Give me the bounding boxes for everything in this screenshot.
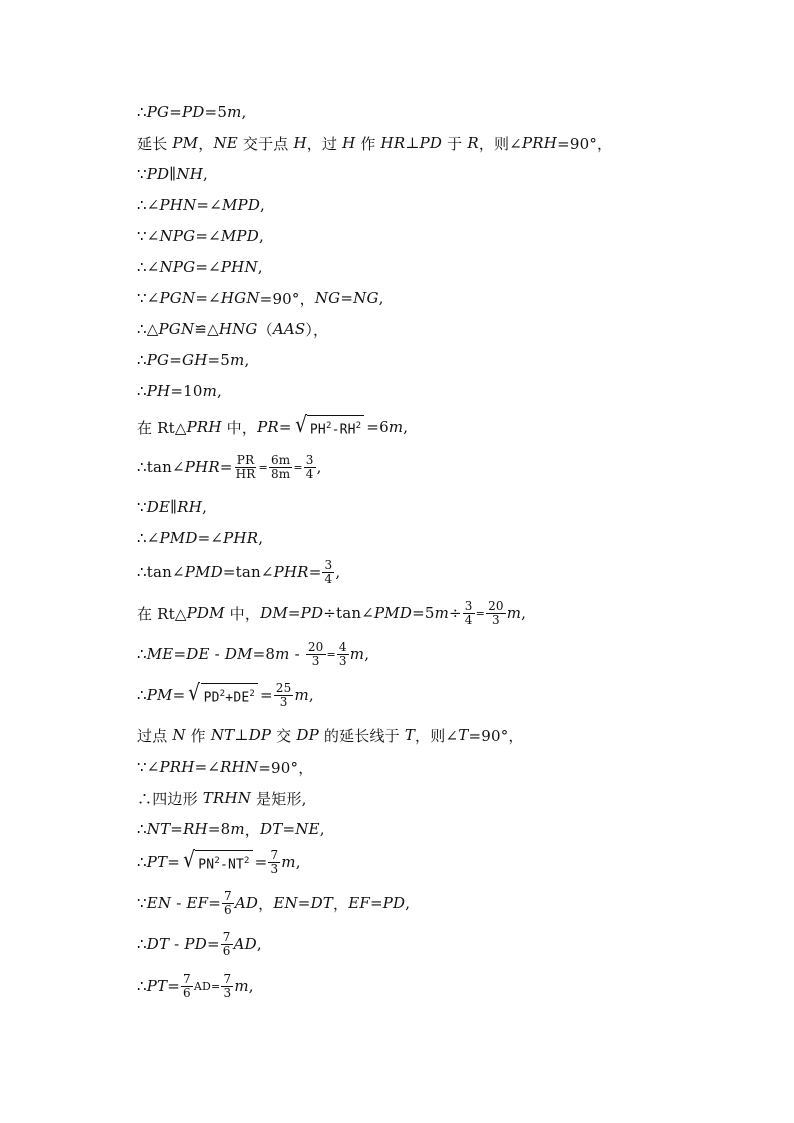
text-run: 中，	[224, 604, 261, 623]
math-variable: PMD	[159, 529, 198, 547]
text-run: ,	[203, 165, 208, 183]
text-run: ∵	[137, 165, 147, 183]
math-variable: NG	[353, 289, 379, 307]
text-run: =90°，	[258, 758, 314, 777]
solution-line	[137, 377, 222, 405]
math-variable: EN	[146, 894, 172, 912]
fraction	[234, 454, 258, 480]
math-variable: m	[434, 604, 450, 622]
text-run: ∴	[137, 103, 147, 121]
solution-line	[137, 129, 612, 157]
text-run: ，	[258, 894, 274, 913]
text-run: ，	[333, 894, 349, 913]
text-run: =∠	[195, 289, 221, 307]
fraction-numerator: 3	[305, 452, 314, 467]
math-variable: DP	[248, 726, 272, 744]
solution-line	[137, 413, 408, 441]
text-run: ，过	[306, 134, 343, 153]
math-variable: m	[230, 820, 245, 838]
math-variable: m	[230, 351, 245, 369]
math-variable: PH	[146, 382, 171, 400]
fraction	[322, 559, 334, 585]
solution-line	[137, 453, 322, 481]
math-variable: AD	[233, 935, 257, 953]
text-run: 在 Rt△	[137, 604, 187, 623]
text-run: 过点	[137, 726, 173, 745]
text-run: =	[254, 853, 268, 871]
math-variable: m	[275, 645, 290, 663]
math-variable: DT	[310, 894, 334, 912]
radical-sign: √	[183, 847, 196, 873]
math-variable: H	[293, 134, 307, 152]
text-run: =	[169, 103, 183, 121]
solution-line	[137, 558, 340, 586]
fraction-denominator: 6	[222, 943, 231, 958]
text-run: =	[326, 647, 336, 661]
text-run: ,	[258, 529, 264, 547]
text-run: ,	[308, 686, 314, 704]
fraction-denominator: 6	[224, 902, 232, 917]
math-variable: ME	[146, 645, 174, 663]
fraction	[268, 849, 280, 875]
math-variable: PM	[172, 134, 199, 152]
math-variable: PHN	[220, 258, 258, 276]
solution-line	[137, 972, 254, 1000]
square-root	[182, 847, 253, 874]
fraction	[222, 890, 234, 916]
fraction-denominator: 6	[183, 985, 191, 1000]
math-variable: PGN	[158, 320, 195, 338]
math-variable: MPD	[221, 196, 261, 214]
text-run: =	[258, 460, 268, 474]
text-run: ÷tan∠	[323, 604, 374, 622]
text-run: ∴∠	[137, 529, 160, 547]
text-run: =	[369, 894, 383, 912]
text-run: ∴∠	[137, 196, 160, 214]
text-run: =	[208, 894, 221, 912]
solution-line	[137, 524, 263, 552]
fraction	[486, 600, 506, 626]
math-variable: PT	[146, 977, 168, 995]
radicand-term: +DE	[225, 690, 250, 706]
text-run: ∴	[137, 382, 147, 400]
solution-line	[137, 284, 384, 312]
math-variable: RH	[177, 498, 203, 516]
fraction	[221, 973, 233, 999]
math-variable: NG	[314, 289, 341, 307]
math-variable: R	[467, 134, 479, 152]
text-run: =	[282, 820, 296, 838]
text-run: -	[171, 894, 187, 912]
text-run: 的延长线于	[318, 726, 405, 745]
radicand-term: PD	[203, 690, 220, 706]
text-run: ，则∠	[478, 134, 522, 153]
math-variable: RHN	[220, 758, 259, 776]
math-variable: PRH	[521, 134, 558, 152]
fraction-denominator: 3	[338, 653, 347, 668]
math-variable: EF	[348, 894, 370, 912]
solution-line	[137, 222, 264, 250]
math-variable: PMD	[184, 563, 223, 581]
text-run: =	[211, 979, 221, 993]
solution-line	[137, 346, 249, 374]
text-run: =∠	[197, 529, 224, 547]
text-run: AD	[193, 979, 212, 993]
text-run: ∥	[169, 165, 177, 183]
math-variable: PM	[146, 686, 173, 704]
math-variable: m	[281, 853, 296, 871]
text-run: =5	[412, 604, 435, 622]
math-variable: PD	[300, 604, 324, 622]
radicand-term: -RH	[331, 422, 356, 438]
text-run: ∥	[170, 498, 178, 516]
math-variable: HNG	[218, 320, 258, 338]
solution-line	[137, 753, 313, 781]
text-run: ，	[244, 820, 260, 839]
fraction-numerator: 20	[488, 598, 504, 613]
fraction	[306, 641, 326, 667]
text-run: =	[169, 351, 183, 369]
text-run: ,	[295, 853, 301, 871]
fraction-numerator: 25	[275, 680, 292, 695]
text-run: ,	[405, 894, 411, 912]
fraction-denominator: 3	[279, 694, 288, 709]
math-variable: NT	[146, 820, 171, 838]
fraction-numerator: PR	[236, 452, 255, 467]
fraction	[269, 454, 292, 480]
text-run: ,	[248, 977, 254, 995]
solution-line	[137, 315, 328, 343]
math-variable: PR	[257, 418, 279, 436]
math-variable: PG	[146, 351, 170, 369]
text-run: ∴	[137, 977, 147, 995]
text-run: =5	[207, 351, 230, 369]
fraction-denominator: 4	[324, 571, 333, 586]
fraction-numerator: 7	[222, 929, 231, 944]
text-run: 是矩形,	[251, 789, 307, 808]
fraction-denominator: 4	[305, 466, 314, 481]
math-variable: HGN	[220, 289, 260, 307]
math-variable: PT	[146, 853, 168, 871]
fraction-denominator: 3	[223, 985, 232, 1000]
text-run: ，则∠	[415, 726, 459, 745]
math-variable: HR	[380, 134, 406, 152]
fraction	[463, 600, 475, 626]
text-run: ,	[335, 563, 341, 581]
exponent: 2	[219, 688, 226, 699]
solution-line	[137, 889, 410, 917]
solution-line	[137, 930, 262, 958]
math-variable: N	[172, 726, 186, 744]
text-run: ∴	[137, 820, 147, 838]
exponent: 2	[214, 855, 220, 866]
math-variable: DT	[260, 820, 283, 838]
math-variable: EF	[186, 894, 209, 912]
text-run: =∠	[195, 227, 221, 245]
fraction	[221, 931, 233, 957]
text-run: 交于点	[237, 134, 294, 153]
text-run: ,	[521, 604, 527, 622]
math-variable: PD	[419, 134, 443, 152]
text-run: =	[206, 935, 220, 953]
math-variable: PD	[146, 165, 170, 183]
square-root	[187, 680, 258, 707]
text-run: =	[287, 604, 301, 622]
text-run: ,	[319, 820, 325, 838]
radicand-term: PH	[309, 422, 326, 438]
fraction-denominator: 4	[464, 612, 473, 627]
math-variable: m	[349, 645, 365, 663]
math-variable: m	[202, 382, 218, 400]
exponent: 2	[355, 420, 362, 431]
fraction-numerator: 6m	[270, 452, 291, 467]
text-run: =	[278, 418, 292, 436]
square-root	[294, 412, 365, 439]
fraction-numerator: 20	[307, 639, 324, 654]
text-run: ∴tan∠	[137, 563, 185, 581]
math-variable: GH	[182, 351, 208, 369]
math-variable: DM	[260, 604, 288, 622]
math-variable: NE	[213, 134, 238, 152]
solution-line	[137, 253, 263, 281]
text-run: =∠	[194, 758, 221, 776]
text-run: ,	[202, 498, 208, 516]
exponent: 2	[244, 855, 250, 866]
text-run: ÷	[449, 604, 462, 622]
fraction-denominator: 3	[491, 612, 500, 627]
fraction-numerator: 7	[270, 847, 279, 862]
text-run: =90°，	[259, 289, 315, 308]
text-run: ，	[198, 134, 214, 153]
solution-line	[137, 640, 369, 668]
text-run: =	[340, 289, 354, 307]
text-run: ∴∠	[137, 258, 160, 276]
math-variable: EN	[273, 894, 298, 912]
text-run: ≌△	[194, 320, 219, 338]
fraction-numerator: 7	[224, 888, 232, 903]
radicand	[195, 850, 252, 874]
radicand-term: PN	[198, 857, 215, 873]
math-variable: RH	[183, 820, 208, 838]
text-run: ∴四边形	[137, 789, 203, 808]
text-run: =	[167, 853, 181, 871]
text-run: ∵∠	[137, 289, 160, 307]
text-run: =∠	[195, 258, 221, 276]
text-run: 交	[271, 726, 297, 745]
solution-line	[137, 160, 208, 188]
text-run: =	[475, 606, 486, 620]
math-variable: PG	[146, 103, 170, 121]
exponent: 2	[325, 420, 332, 431]
fraction	[304, 454, 316, 480]
text-run: ∴	[137, 645, 147, 663]
text-run: ∵∠	[137, 227, 160, 245]
math-variable: m	[506, 604, 522, 622]
math-variable: PD	[184, 935, 207, 953]
text-run: =	[167, 977, 181, 995]
text-run: =8	[207, 820, 231, 838]
math-variable: DP	[296, 726, 319, 744]
text-run: （	[257, 320, 273, 339]
math-variable: DE	[186, 645, 210, 663]
exponent: 2	[249, 688, 256, 699]
text-run: =∠	[196, 196, 222, 214]
math-variable: NE	[295, 820, 320, 838]
text-run: =	[173, 645, 187, 663]
text-run: ,	[403, 418, 409, 436]
solution-line	[137, 784, 307, 812]
math-variable: PHR	[273, 563, 309, 581]
math-variable: NPG	[159, 227, 196, 245]
text-run: ,	[316, 458, 322, 476]
text-run: =6	[366, 418, 389, 436]
text-run: ,	[257, 258, 263, 276]
solution-line	[137, 493, 207, 521]
math-variable: PGN	[159, 289, 196, 307]
math-variable: PHN	[159, 196, 197, 214]
fraction	[337, 641, 349, 667]
text-run: ），	[305, 320, 329, 339]
math-variable: DE	[146, 498, 171, 516]
math-variable: PHR	[184, 458, 220, 476]
radical-sign: √	[188, 680, 201, 706]
fraction-denominator: 3	[270, 861, 279, 876]
solution-line	[137, 848, 301, 876]
text-run: =	[293, 460, 303, 474]
text-run: 作	[185, 726, 211, 745]
text-run: 中，	[221, 418, 258, 437]
fraction-numerator: 3	[464, 598, 473, 613]
text-run: ∴	[137, 351, 147, 369]
fraction-numerator: 7	[223, 971, 232, 986]
solution-line	[137, 681, 314, 709]
text-run: -	[169, 935, 185, 953]
math-variable: T	[458, 726, 469, 744]
radical-sign: √	[294, 412, 307, 438]
math-variable: AD	[234, 894, 259, 912]
text-run: ∴tan∠	[137, 458, 185, 476]
fraction	[181, 973, 193, 999]
fraction-numerator: 7	[183, 971, 191, 986]
solution-line	[137, 721, 524, 749]
text-run: ∴△	[137, 320, 159, 338]
text-run: =8	[252, 645, 276, 663]
text-run: =	[297, 894, 311, 912]
text-run: =	[219, 458, 233, 476]
math-variable: AAS	[272, 320, 306, 338]
text-run: ⊥	[405, 134, 420, 152]
math-variable: PRH	[186, 418, 222, 436]
radicand	[307, 415, 364, 439]
text-run: =90°，	[468, 726, 524, 745]
text-run: -	[289, 645, 305, 663]
fraction-numerator: 4	[338, 639, 347, 654]
math-variable: NH	[176, 165, 204, 183]
math-variable: PMD	[373, 604, 413, 622]
solution-line	[137, 815, 325, 843]
text-run: 于	[442, 134, 468, 153]
math-variable: m	[294, 686, 309, 704]
text-run: 在 Rt△	[137, 418, 187, 437]
text-run: ,	[378, 289, 384, 307]
text-run: ,	[217, 382, 222, 400]
math-variable: NT	[210, 726, 235, 744]
math-variable: m	[227, 103, 242, 121]
fraction-denominator: HR	[235, 466, 256, 481]
math-variable: PDM	[186, 604, 225, 622]
text-run: =10	[170, 382, 203, 400]
radicand-term: -NT	[219, 857, 245, 873]
text-run: =tan∠	[222, 563, 274, 581]
text-run: ,	[244, 351, 250, 369]
text-run: =	[170, 820, 184, 838]
text-run: -	[209, 645, 225, 663]
text-run: =90°，	[557, 134, 613, 153]
math-variable: MPD	[220, 227, 259, 245]
math-variable: T	[404, 726, 416, 744]
text-run: ,	[364, 645, 370, 663]
text-run: =5	[204, 103, 228, 121]
text-run: ∴	[137, 935, 147, 953]
text-run: ∵	[137, 894, 147, 912]
text-run: =	[260, 686, 273, 704]
math-variable: PRH	[159, 758, 195, 776]
math-variable: PD	[182, 103, 205, 121]
text-run: ∵∠	[137, 758, 160, 776]
math-variable: TRHN	[202, 789, 252, 807]
fraction-denominator: 8m	[270, 466, 291, 481]
math-variable: PHR	[223, 529, 259, 547]
text-run: ,	[258, 227, 264, 245]
text-run: =	[172, 686, 186, 704]
text-run: 延长	[137, 134, 173, 153]
text-run: ,	[241, 103, 247, 121]
math-variable: H	[342, 134, 356, 152]
solution-line	[137, 599, 526, 627]
radicand	[201, 683, 258, 707]
text-run: 作	[355, 134, 381, 153]
math-variable: DT	[146, 935, 170, 953]
text-run: ,	[260, 196, 266, 214]
math-variable: PD	[382, 894, 406, 912]
math-variable: NPG	[159, 258, 196, 276]
solution-line	[137, 191, 265, 219]
fraction-denominator: 3	[311, 653, 320, 668]
math-variable: m	[388, 418, 404, 436]
text-run: ∵	[137, 498, 147, 516]
text-run: ∴	[137, 853, 147, 871]
fraction	[274, 682, 294, 708]
text-run: ⊥	[234, 726, 249, 744]
fraction-numerator: 3	[324, 557, 333, 572]
solution-line	[137, 98, 246, 126]
text-run: ,	[256, 935, 262, 953]
text-run: =	[308, 563, 322, 581]
math-variable: DM	[224, 645, 253, 663]
math-variable: m	[234, 977, 249, 995]
text-run: ∴	[137, 686, 147, 704]
